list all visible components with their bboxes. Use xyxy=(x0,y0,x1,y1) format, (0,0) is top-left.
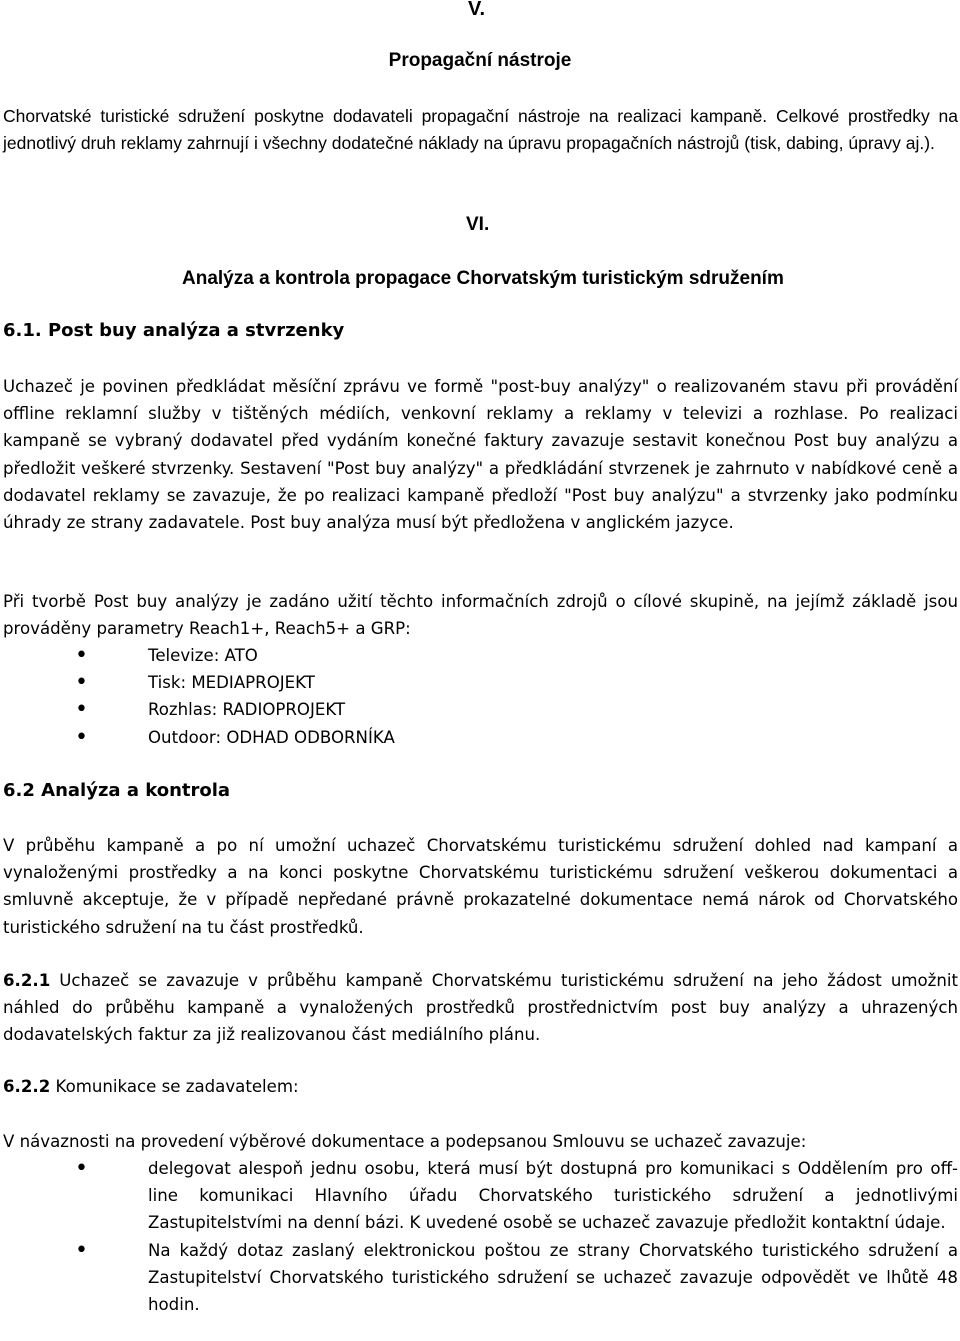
list-item: • Tisk: MEDIAPROJEKT xyxy=(3,669,958,696)
obligations-intro: V návaznosti na provedení výběrové dokumentace a podepsanou Smlouvu se uchazeč zavazuje: xyxy=(3,1132,807,1151)
clause-6-2-2-text: Komunikace se zadavatelem: xyxy=(50,1077,299,1096)
heading-6-2: 6.2 Analýza a kontrola xyxy=(3,780,231,801)
list-item: • Televize: ATO xyxy=(3,642,958,669)
list-item: • Rozhlas: RADIOPROJEKT xyxy=(3,696,958,723)
obligations-list xyxy=(3,1155,958,1318)
section-vi-number: VI. xyxy=(466,214,490,235)
list-item: • Na každý dotaz zaslaný elektronickou poštou ze strany Chorvatského turistického sdružení a Zastupitelství Chorvatského turistického sdružení se uchazeč zavazuje odpovědět ve lhůtě 48 hodin. xyxy=(3,1237,958,1319)
section-v-number: V. xyxy=(468,0,486,20)
heading-6-1: 6.1. Post buy analýza a stvrzenky xyxy=(3,320,345,341)
clause-6-2-1-number: 6.2.1 xyxy=(3,971,51,990)
post-buy-paragraph: Uchazeč je povinen předkládat měsíční zprávu ve formě "post-buy analýzy" o realizovaném stavu při provádění offline reklamní služby v tištěných médiích, venkovní reklamy a reklamy v televizi a rozhlase. Po realizaci kampaně se vybraný dodavatel před vydáním konečné faktury zavazuje sestavit konečnou Post buy analýzu a předložit veškeré stvrzenky. Sestavení "Post buy analýzy" a předkládání stvrzenek je zahrnuto v nabídkové ceně a dodavatel reklamy se zavazuje, že po realizaci kampaně předloží "Post buy analýzu" a stvrzenky jako podmínku úhrady ze strany zadavatele. Post buy analýza musí být předložena v anglickém jazyce. xyxy=(3,377,958,533)
information-sources-list xyxy=(3,642,958,751)
section-v-paragraph: Chorvatské turistické sdružení poskytne dodavateli propagační nástroje na realizaci kampaně. Celkové prostředky na jednotlivý druh reklamy zahrnují i všechny dodatečné náklady na úpravu propagačních nástrojů (tisk, dabing, úpravy aj.). xyxy=(3,106,958,153)
information-sources-paragraph: Při tvorbě Post buy analýzy je zadáno užití těchto informačních zdrojů o cílové skupině, na jejímž základě jsou prováděny parametry Reach1+, Reach5+ a GRP: xyxy=(3,592,958,639)
analysis-paragraph: V průběhu kampaně a po ní umožní uchazeč Chorvatskému turistickému sdružení dohled nad kampaní a vynaloženými prostředky a na konci poskytne Chorvatskému turistickému sdružení veškerou dokumentaci a smluvně akceptuje, že v případě nepředané právně prokazatelné dokumentace nemá nárok od Chorvatského turistického sdružení na tu část prostředků. xyxy=(3,836,958,937)
list-item: • delegovat alespoň jednu osobu, která musí být dostupná pro komunikaci s Oddělením pro off-line komunikaci Hlavního úřadu Chorvatského turistického sdružení a jednotlivými Zastupitelstvími na denní bázi. K uvedené osobě se uchazeč zavazuje předložit kontaktní údaje. xyxy=(3,1155,958,1237)
clause-6-2-1 xyxy=(3,967,958,1049)
clause-6-2-2-number: 6.2.2 xyxy=(3,1077,51,1096)
section-v-title: Propagační nástroje xyxy=(388,50,572,71)
section-vi-title: Analýza a kontrola propagace Chorvatským turistickým sdružením xyxy=(182,268,784,289)
list-item: • Outdoor: ODHAD ODBORNÍKA xyxy=(3,724,958,751)
clause-6-2-2 xyxy=(3,1073,958,1100)
clause-6-2-1-text: Uchazeč se zavazuje v průběhu kampaně Chorvatskému turistickému sdružení na jeho žádost umožnit náhled do průběhu kampaně a vynaložených prostředků prostřednictvím post buy analýzy a uhrazených dodavatelských faktur za již realizovanou část mediálního plánu. xyxy=(3,971,958,1045)
